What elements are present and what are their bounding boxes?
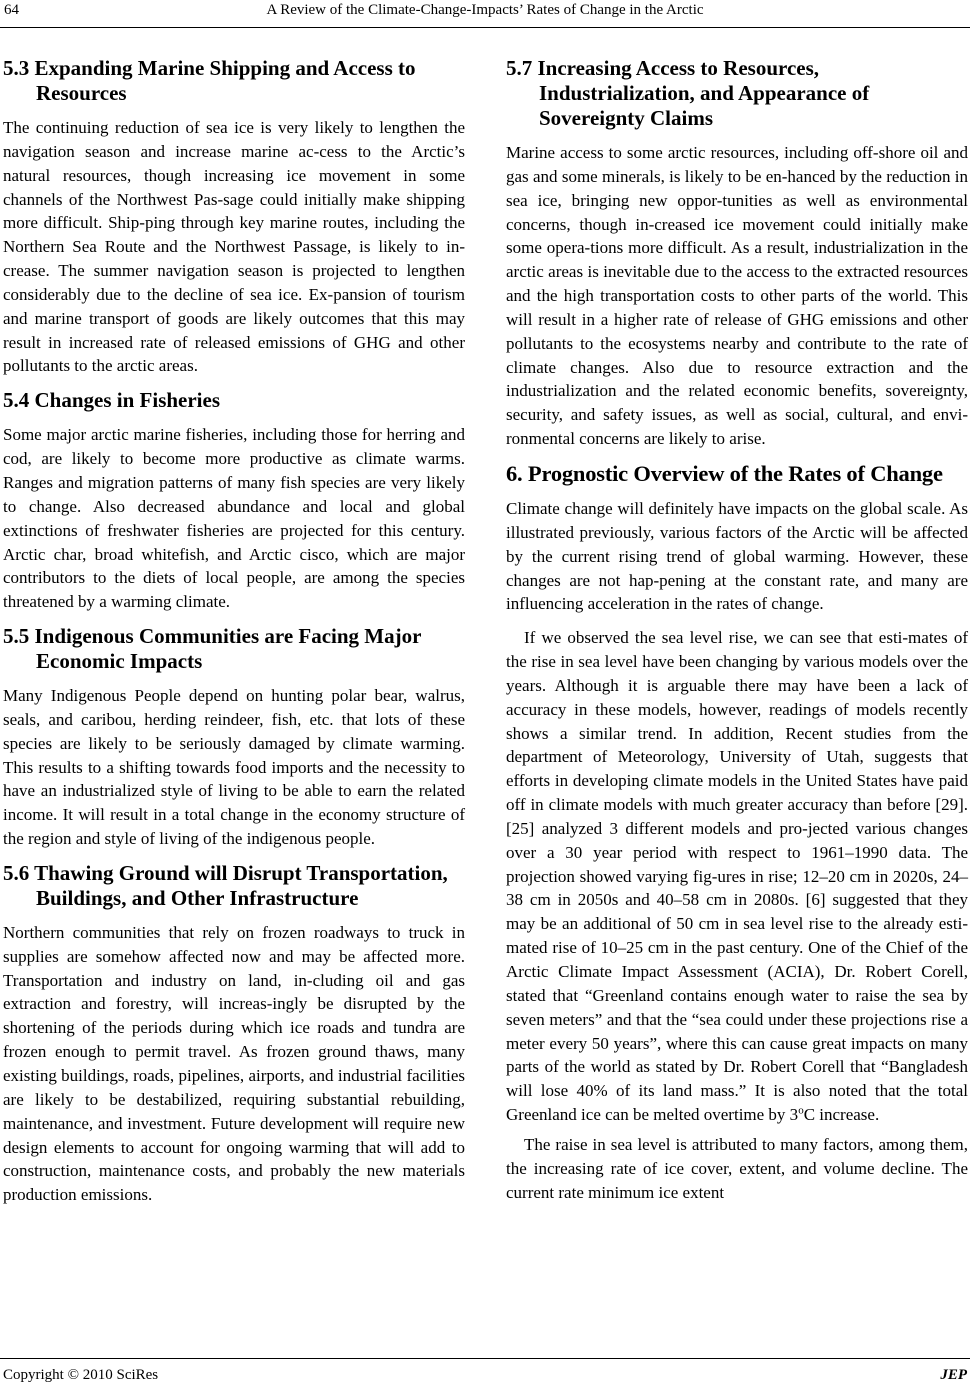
section-5-4-paragraph: Some major arctic marine fisheries, including those for herring and cod, are likely to become more productive as climate warms. Ranges and migration patterns of many fish species are very likely to change. Also decreased abundance and local and global extinctions of freshwater fisheries are projected for this century. Arctic char, broad whitefish, and Arctic cisco, which are major contributors to the diets of local people, are among the species threatened by a warming climate. [3,425,465,612]
left-column [3,52,465,1217]
section-5-6-title-line1: 5.6 Thawing Ground will Disrupt Transportation, [3,860,448,885]
section-5-5-paragraph: Many Indigenous People depend on hunting polar bear, walrus, seals, and caribou, herding reindeer, fish, etc. that lots of these species are likely to be seriously damaged by climate warming. This results to a shifting towards food imports and the necessity to have an industrialized style of living to be able to earn the related income. It will result in a total change in the economy structure of the region and style of living of the indigenous people. [3,686,465,849]
running-header [0,0,970,22]
section-5-4-heading: 5.4 Changes in Fisheries [3,388,221,413]
section-5-3-title-line1: 5.3 Expanding Marine Shipping and Access to [3,56,416,80]
section-5-7-title-line3: Sovereignty Claims [539,106,714,130]
section-5-3-heading [3,56,465,106]
header-rule [0,27,970,28]
section-5-6-paragraph: Northern communities that rely on frozen roadways to truck in supplies are somehow affected now and may be affected more. Transportation and industry on land, in-cluding oil and gas extraction and forestry, will increas-ingly be disrupted by the shortening of the periods during which ice roads and tundra are frozen enough to permit travel. As frozen ground thaws, many existing buildings, roads, pipelines, airports, and industrial facilities are likely to be destabilized, requiring substantial rebuilding, maintenance, and investment. Future development will require new design elements to account for ongoing warming that will add to construction, maintenance costs, and probably the new materials production emissions. [3,922,465,1205]
section-5-7-title-line1: 5.7 Increasing Access to Resources, [506,56,820,80]
section-5-5-heading [3,624,465,674]
footer-rule [0,1358,970,1359]
section-6-paragraph-1: Climate change will definitely have impacts on the global scale. As illustrated previously, various factors of the Arctic will be affected by the current rising trend of global warming. However, these changes are not hap-pening at the constant rate, and many are influencing acceleration in the rates of change. [506,498,968,614]
journal-abbreviation: JEP [940,1367,967,1383]
right-column [506,52,968,1210]
section-5-7-paragraph: Marine access to some arctic resources, including off-shore oil and gas and some minerals, is likely to be en-hanced by the reduction in sea ice, bringing new oppor-tunities as well as environmental concerns, though in-creased ice movement could initially make some opera-tions more difficult. As a result, industrialization in the arctic areas is inevitable due to the access to the extracted resources and the high transportation costs to other parts of the world. This will result in a higher rate of release of GHG emissions and other pollutants to the ecosystems nearby and contribute to the rate of climate changes. Also due to resource extraction and the industrialization and the related economic benefits, sovereignty, security, and safety issues, as well as social, cultural, and envi-ronmental concerns are likely to arise. [506,143,968,449]
section-5-7-title-line2: Industrialization, and Appearance of [539,81,870,105]
running-title: A Review of the Climate-Change-Impacts’ Rates of Change in the Arctic [266,2,704,18]
section-5-3-paragraph: The continuing reduction of sea ice is very likely to lengthen the navigation season and increase marine ac-cess to the Arctic’s natural resources, though increasing ice movement in some channels of the Northwest Pas-sage could initially make shipping more difficult. Ship-ping through key marine routes, including the Northern Sea Route and the Northwest Passage, is likely to in-crease. The summer navigation season is projected to lengthen considerably due to the decline of sea ice. Ex-pansion of tourism and marine transport of goods are likely outcomes that this may result in increased rate of released emissions of GHG and other pollutants to the arctic areas. [3,118,465,376]
section-5-7-heading [506,56,968,131]
degree-superscript: o [798,1104,804,1117]
section-6-paragraph-3: The raise in sea level is attributed to many factors, among them, the increasing rate of ice cover, extent, and volume decline. The current rate minimum ice extent [506,1134,968,1202]
section-5-6-heading [3,861,465,911]
section-6-paragraph-2-end: C increase. [803,1105,880,1125]
section-5-6-title-line2: Buildings, and Other Infrastructure [36,885,359,910]
section-6-paragraph-2 [506,626,968,1127]
copyright-notice: Copyright © 2010 SciRes [3,1367,159,1383]
section-6-heading: 6. Prognostic Overview of the Rates of Change [506,460,943,486]
page-number: 64 [4,2,19,18]
section-5-5-title-line1: 5.5 Indigenous Communities are Facing Major [3,624,422,649]
section-6-paragraph-2-text: If we observed the sea level rise, we can see that esti-mates of the rise in sea level have been changing by various models over the years. Although it is arguable there may have been a lack of accuracy in these models, however, readings of models recently shows a similar trend. In addition, Recent studies from the department of Meteorology, University of Utah, suggests that efforts in developing climate models in the United States have paid off in climate models with much greater accuracy than before [29]. [25] analyzed 3 different models and pro-jected various changes over a 30 year period with respect to 1961–1990 data. The projection showed varying fig-ures in rise; 12–20 cm in 2020s, 24–38 cm in 2050s and 40–58 cm in 2080s. [6] suggested that they may be an additional of 50 cm in sea level rise to the already esti-mated rise of 10–25 cm in the past century. One of the Chief of the Arctic Climate Impact Assessment (ACIA), Dr. Robert Corell, stated that “Greenland contains enough water to raise the sea by seven meters” and that the “sea could under these projections rise a meter every 50 years”, where this can cause great impacts on many parts of the world as stated by Dr. Robert Corell that “Bangladesh will lose 40% of its land mass.” It is also noted that the total Greenland ice can be melted overtime by 3 [506,628,968,1125]
section-5-5-title-line2: Economic Impacts [36,649,203,674]
section-5-3-title-line2: Resources [36,81,127,105]
